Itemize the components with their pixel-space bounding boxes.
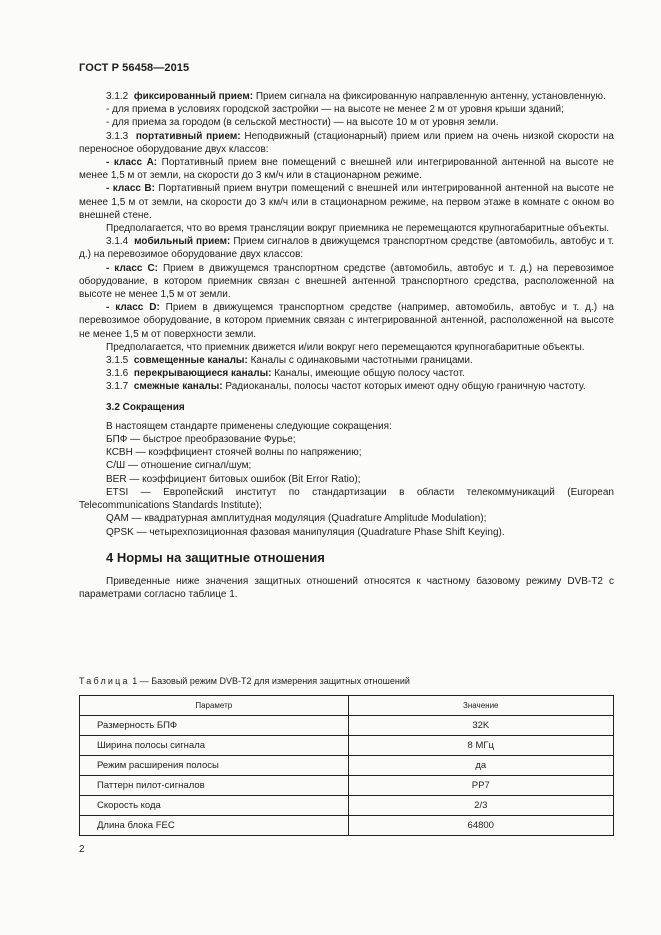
class-d-item: - класс D: Прием в движущемся транспортном средстве (например, автомобиль, автобус и т. д.) на перевозимое оборудование, в котором приемник связан с интегрированной антенной, расположенной на высоте не менее 1,5 м от поверхности земли. [79,302,614,340]
paragraph-3-1-2: 3.1.2 фиксированный прием: Прием сигнала на фиксированную направленную антенну, установленную. [106,91,606,102]
table-caption: Таблица 1 — Базовый режим DVB-T2 для измерения защитных отношений [79,676,410,686]
subsection-title-abbreviations: 3.2 Сокращения [106,401,185,413]
term-mobile-reception: мобильный прием: [134,236,231,248]
cell-value: 32K [348,716,613,736]
class-b-item: - класс В: Портативный прием внутри помещений с внешней или интегрированной антенной на высоте не менее 1,5 м от земли, на скорости до 3 км/ч или в стационарном режиме, на первом этаже в комнате с окном во внешней стене. [79,183,614,221]
cell-parameter: Паттерн пилот-сигналов [80,776,349,796]
mobile-note: Предполагается, что приемник движется и/или вокруг него перемещаются крупногабаритные объекты. [106,341,585,353]
cell-parameter: Ширина полосы сигнала [80,736,349,756]
paragraph-3-1-3: 3.1.3 портативный прием: Неподвижный (стационарный) прием или прием на очень низкой скорости на переносное оборудование двух классов: [79,130,614,155]
paragraph-3-1-6: 3.1.6 перекрывающиеся каналы: Каналы, имеющие общую полосу частот. [106,368,465,380]
cell-value: PP7 [348,776,613,796]
class-c-item: - класс С: Прием в движущемся транспортном средстве (автомобиль, автобус и т. д.) на перевозимое оборудование, в котором приемник связан с внешней антенной транспортного средства, расположенной на высоте не менее 1,5 м от земли. [79,262,614,301]
page-number: 2 [79,844,85,855]
document-body [79,90,614,601]
term-portable-reception: портативный прием: [135,130,241,142]
cell-parameter: Режим расширения полосы [80,756,349,776]
parameters-table [79,695,614,836]
cell-value: да [348,756,613,776]
document-header: ГОСТ Р 56458—2015 [79,62,190,74]
abbr-item: BER — коэффициент битовых ошибок (Bit Error Ratio); [106,473,361,485]
paragraph-3-1-5: 3.1.5 совмещенные каналы: Каналы с одинаковыми частотными границами. [106,355,473,367]
class-a-item: - класс А: Портативный прием вне помещений с внешней или интегрированной антенной на высоте не менее 1,5 м от земли, на скорости до 3 км/ч или в стационарном режиме. [79,157,614,182]
cell-value: 2/3 [348,796,613,816]
abbr-item: ETSI — Европейский институт по стандартизации в области телекоммуникаций (European Telecommunications Standards Institute); [79,486,614,512]
cell-parameter: Длина блока FEC [80,816,349,836]
term-fixed-reception: фиксированный прием: [133,91,254,102]
section-4-text: Приведенные ниже значения защитных отношений относятся к частному базовому режиму DVB-T2 с параметрами согласно таблице 1. [79,575,614,601]
paragraph-3-1-4: 3.1.4 мобильный прием: Прием сигналов в движущемся транспортном средстве (автомобиль, автобус и т. д.) на перевозимое оборудование двух классов: [79,236,614,261]
table-row [80,756,614,776]
table-row [80,716,614,736]
bullet-urban: - для приема в условиях городской застройки — на высоте не менее 2 м от уровня крыши зданий; [106,104,564,116]
table-header-row [80,696,614,716]
header-value: Значение [348,696,613,716]
table-row [80,776,614,796]
abbr-item: КСВН — коэффициент стоячей волны по напряжению; [106,447,362,459]
abbr-item: QAM — квадратурная амплитудная модуляция (Quadrature Amplitude Modulation); [106,513,487,525]
abbreviations-intro: В настоящем стандарте применены следующие сокращения: [106,420,392,432]
section-title-4: 4 Нормы на защитные отношения [106,549,325,565]
cell-parameter: Размерность БПФ [80,716,349,736]
abbr-item: БПФ — быстрое преобразование Фурье; [106,434,296,446]
abbr-item: QPSK — четырехпозиционная фазовая манипуляция (Quadrature Phase Shift Keying). [106,526,505,538]
cell-value: 8 МГц [348,736,613,756]
portable-note: Предполагается, что во время трансляции вокруг приемника не перемещаются крупногабаритные объекты. [106,223,610,235]
table-row [80,796,614,816]
cell-parameter: Скорость кода [80,796,349,816]
table-row [80,736,614,756]
abbr-item: С/Ш — отношение сигнал/шум; [106,460,252,472]
paragraph-3-1-7: 3.1.7 смежные каналы: Радиоканалы, полосы частот которых имеют одну общую граничную частоту. [106,381,586,393]
cell-value: 64800 [348,816,613,836]
bullet-rural: - для приема за городом (в сельской местности) — на высоте 10 м от уровня земли. [106,117,499,129]
header-parameter: Параметр [80,696,349,716]
table-row [80,816,614,836]
